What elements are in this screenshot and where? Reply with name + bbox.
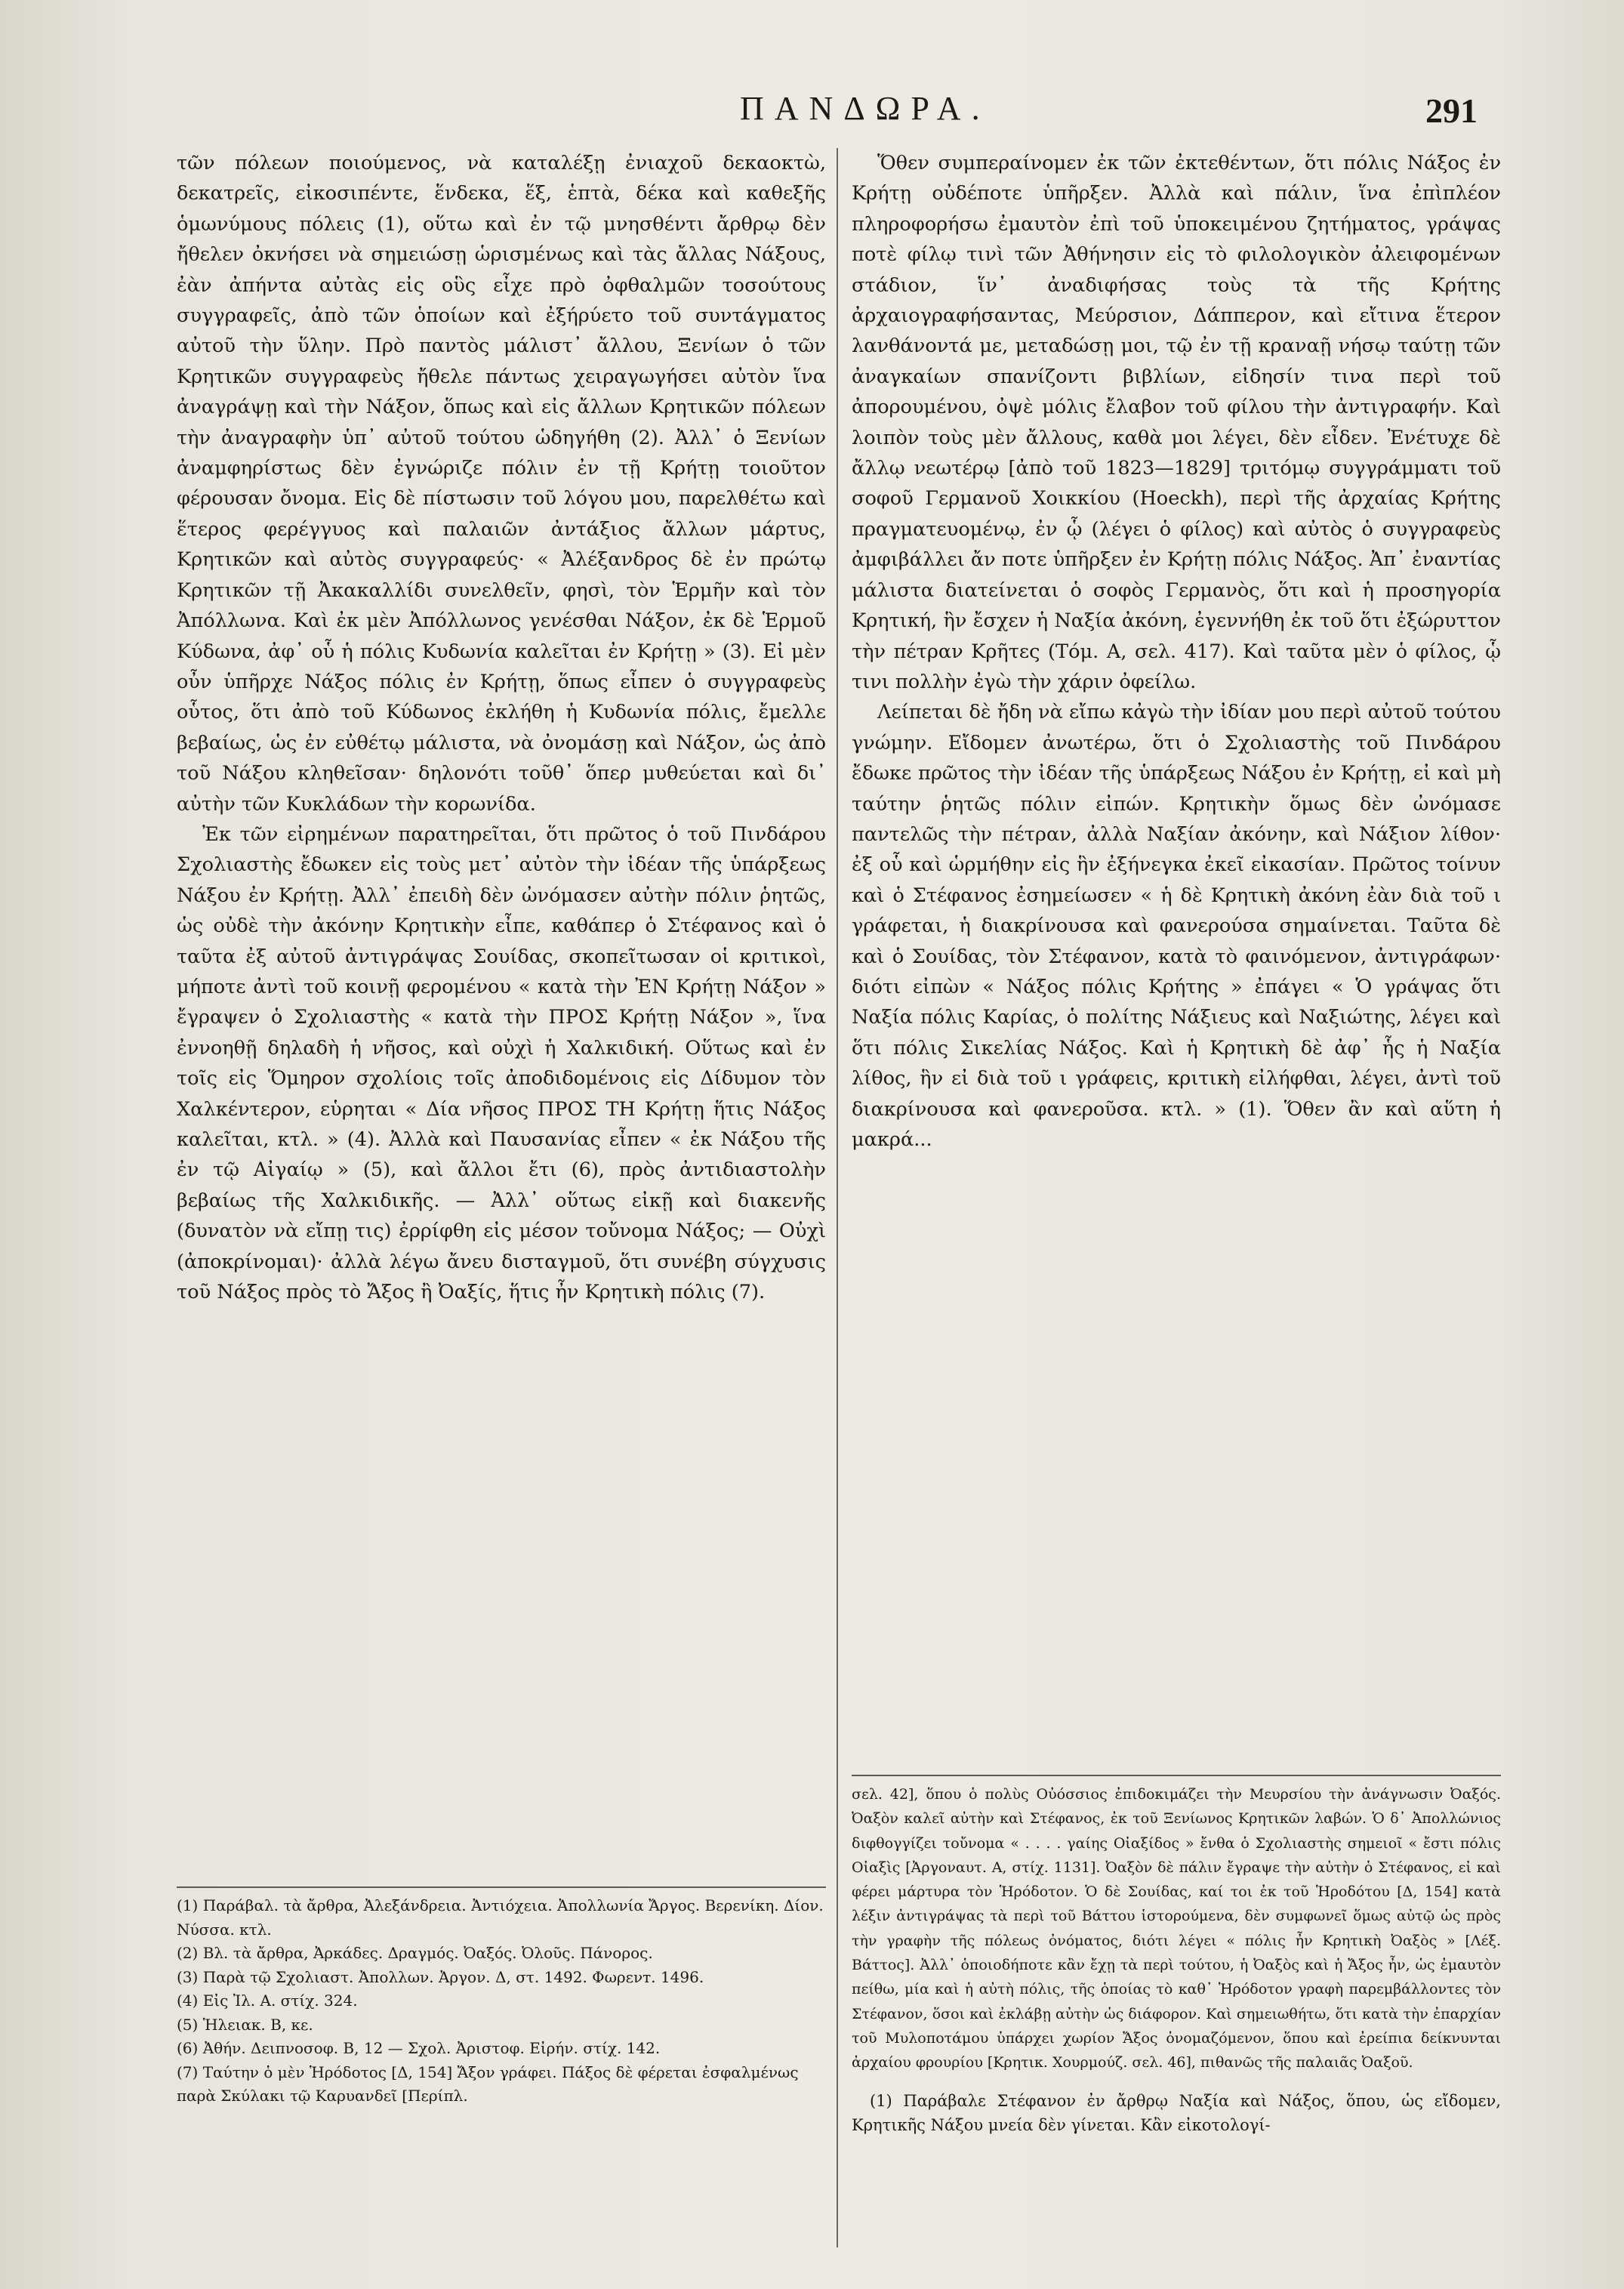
left-footnotes	[177, 1894, 826, 2109]
right-footnote-rule	[852, 1775, 1501, 1776]
footnote-2: (2) Βλ. τὰ ἄρθρα, Ἀρκάδες. Δραγμός. Ὀαξός. Ὀλοῦς. Πάνορος.	[177, 1944, 653, 1962]
footnote-1: (1) Παράβαλ. τὰ ἄρθρα, Ἀλεξάνδρεια. Ἀντιόχεια. Ἀπολλωνία Ἄργος. Βερενίκη. Δίον. Νύσσα. κτλ.	[177, 1896, 824, 1939]
footnote-4: (4) Εἰς Ἰλ. Α. στίχ. 324.	[177, 1991, 358, 2010]
right-paragraph-1: Ὅθεν συμπεραίνομεν ἐκ τῶν ἐκτεθέντων, ὅτι πόλις Νάξος ἐν Κρήτῃ οὐδέποτε ὑπῆρξεν. Ἀλλὰ καὶ πάλιν, ἵνα ἐπὶπλέον πληροφορήσω ἐμαυτὸν ἐπὶ τοῦ ὑποκειμένου ζητήματος, γράψας ποτὲ φίλῳ τινὶ τῶν Ἀθήνησιν εἰς τὸ φιλολογικὸν ἀλειφομένων στάδιον, ἵν᾽ ἀναδιφήσας τοὺς τὰ τῆς Κρήτης ἀρχαιογραφήσαντας, Μεύρσιον, Δάππερον, καὶ εἴτινα ἕτερον λανθάνοντά με, μεταδώσῃ μοι, τῷ ἐν τῇ κραναῇ νήσῳ ταύτῃ τῶν ἀναγκαίων σπανίζοντι βιβλίων, εἰδησίν τινα περὶ τοῦ ἀπορουμένου, ὀψὲ μόλις ἔλαβον τοῦ φίλου τὴν ἀντιγραφήν. Καὶ λοιπὸν τοὺς μὲν ἄλλους, καθὰ μοι λέγει, δὲν εἶδεν. Ἐνέτυχε δὲ ἄλλῳ νεωτέρῳ [ἀπὸ τοῦ 1823—1829] τριτόμῳ συγγράμματι τοῦ σοφοῦ Γερμανοῦ Χοικκίου (Hoeckh), περὶ τῆς ἀρχαίας Κρήτης πραγματευομένῳ, ἐν ᾧ (λέγει ὁ φίλος) καὶ αὐτὸς ὁ συγγραφεὺς ἀμφιβάλλει ἄν ποτε ὑπῆρξεν ἐν Κρήτῃ πόλις Νάξος. Ἀπ᾽ ἐναντίας μάλιστα διατείνεται ὁ σοφὸς Γερμανὸς, ὅτι καὶ ἡ προσηγορία Κρητική, ἣν ἔσχεν ἡ Ναξία ἀκόνη, ἐγεννήθη ἐκ τοῦ ὅτι ἐξώρυττον τὴν πέτραν Κρῆτες (Τόμ. Α, σελ. 417). Καὶ ταῦτα μὲν ὁ φίλος, ᾧ τινι πολλὴν ἐγὼ τὴν χάριν ὀφείλω.	[852, 152, 1501, 693]
footnote-3: (3) Παρὰ τῷ Σχολιαστ. Ἀπολλων. Ἀργον. Δ, στ. 1492. Φωρενт. 1496.	[177, 1967, 704, 1986]
running-title: ΠΑΝΔΩΡΑ.	[740, 90, 991, 127]
footnote-continuation: σελ. 42], ὅπου ὁ πολὺς Οὐόσσιος ἐπιδοκιμάζει τὴν Μευρσίου τὴν ἀνάγνωσιν Ὀαξός. Ὀαξὸν καλεῖ αὐτὴν καὶ Στέφανος, ἐκ τοῦ Ξενίωνος Κρητικῶν λαβών. Ὁ δ᾽ Ἀπολλώνιος διφθογγίζει τοὔνομα « . . . . γαίης Οἰαξίδος » ἔνθα ὁ Σχολιαστὴς σημειοῖ « ἔστι πόλις Οἰαξὶς [Ἀργοναυτ. Α, στίχ. 1131]. Ὀαξὸν δὲ πάλιν ἔγραψε τὴν αὐτὴν ὁ Στέφανος, εἰ καὶ φέρει μάρτυρα τὸν Ἡρόδοτον. Ὁ δὲ Σουίδας, καί τοι ἐκ τοῦ Ἡροδότου [Δ, 154] κατὰ λέξιν ἀντιγράψας τὰ περὶ τοῦ Βάττου ἱστορούμενα, δὲν συμφωνεῖ ὅμως αὐτῷ ὡς πρὸς τὴν γραφὴν τῆς πόλεως ὀνόματος, διότι λέγει « πόλις ἦν Κρητικὴ Ὀαξὸς » [Λέξ. Βάττος]. Ἀλλ᾽ ὁποιοδήποτε κἂν ἔχῃ τὰ περὶ τούτου, ἡ Ὀαξὸς καὶ ἡ Ἄξος ἦν, ὡς ἐμαυτὸν πείθω, μία καὶ ἡ αὐτὴ πόλις, τῆς ὁποίας τὸ καθ᾽ Ἡρόδοτον γραφὴ παρεμβάλλοντες τὸν Στέφανον, ὅσοι καὶ ἐκλάβῃ αὐτὴν ὡς διάφορον. Καὶ σημειωθήτω, ὅτι κατὰ τὴν ἐπαρχίαν τοῦ Μυλοποτάμου ὑπάρχει χωρίον Ἄξος ὀνομαζόμενον, ὅπου καὶ ἐρείπια δείκνυνται ἀρχαίου φρουρίου [Κρητικ. Χουρμούζ. σελ. 46], πιθανῶς τῆς παλαιᾶς Ὀαξοῦ.	[852, 1786, 1501, 2072]
footnote-7: (7) Ταύτην ὁ μὲν Ἡρόδοτος [Δ, 154] Ἄξον γράφει. Πάξος δὲ φέρεται ἐσφαλμένως παρὰ Σκύλακι τῷ Καρυανδεῖ [Περίπλ.	[177, 2062, 799, 2105]
left-paragraph-1: τῶν πόλεων ποιούμενος, νὰ καταλέξῃ ἐνιαχοῦ δεκαοκτὼ, δεκατρεῖς, εἰκοσιπέντε, ἕνδεκα, ἕξ, ἑπτὰ, δέκα καὶ καθεξῆς ὁμωνύμους πόλεις (1), οὕτω καὶ ἐν τῷ μνησθέντι ἄρθρῳ δὲν ἤθελεν ὀκνήσει νὰ σημειώσῃ ὡρισμένως καὶ τὰς ἄλλας Νάξους, ἐὰν ἀπήντα αὐτὰς εἰς οὓς εἶχε πρὸ ὀφθαλμῶν τοσούτους συγγραφεῖς, ἀπὸ τῶν ὁποίων καὶ ἐξήρύετο τοῦ συντάγματος αὐτοῦ τὴν ὕλην. Πρὸ παντὸς μάλιστ᾽ ἄλλου, Ξενίων ὁ τῶν Κρητικῶν συγγραφεὺς ἤθελε πάντως χειραγωγήσει αὐτὸν ἵνα ἀναγράψῃ καὶ τὴν Νάξον, ὅπως καὶ εἰς ἄλλων Κρητικῶν πόλεων τὴν ἀναγραφὴν ὑπ᾽ αὐτοῦ τούτου ὡδηγήθη (2). Ἀλλ᾽ ὁ Ξενίων ἀναμφηρίστως δὲν ἐγνώριζε πόλιν ἐν τῇ Κρήτῃ τοιοῦτον φέρουσαν ὄνομα. Εἰς δὲ πίστωσιν τοῦ λόγου μου, παρελθέτω καὶ ἕτερος φερέγγυος καὶ παλαιῶν ἀντάξιος ἄλλων μάρτυς, Κρητικῶν καὶ αὐτὸς συγγραφεύς· « Ἀλέξανδρος δὲ ἐν πρώτῳ Κρητικῶν τῇ Ἀκακαλλίδι συνελθεῖν, φησὶ, τὸν Ἑρμῆν καὶ τὸν Ἀπόλλωνα. Καὶ ἐκ μὲν Ἀπόλλωνος γενέσθαι Νάξον, ἐκ δὲ Ἑρμοῦ Κύδωνα, ἀφ᾽ οὗ ἡ πόλις Κυδωνία καλεῖται ἐν Κρήτῃ » (3). Εἰ μὲν οὖν ὑπῆρχε Νάξος πόλις ἐν Κρήτῃ, ὅπως εἶπεν ὁ συγγραφεὺς οὗτος, ὅτι ἀπὸ τοῦ Κύδωνος ἐκλήθη ἡ Κυδωνία πόλις, ἔμελλε βεβαίως, ὡς ἐν εὐθέτῳ μάλιστα, νὰ ὀνομάσῃ καὶ Νάξον, ὡς ἀπὸ τοῦ Νάξου κληθεῖσαν· δηλονότι τοῦθ᾽ ὅπερ μυθεύεται καὶ δι᾽ αὐτὴν τῶν Κυκλάδων τὴν κορωνίδα.	[177, 152, 826, 816]
left-paragraph-2: Ἐκ τῶν εἰρημένων παρατηρεῖται, ὅτι πρῶτος ὁ τοῦ Πινδάρου Σχολιαστὴς ἔδωκεν εἰς τοὺς μετ᾽ αὐτὸν τὴν ἰδέαν τῆς ὑπάρξεως Νάξου ἐν Κρήτῃ. Ἀλλ᾽ ἐπειδὴ δὲν ὠνόμασεν αὐτὴν πόλιν ῥητῶς, ὡς οὐδὲ τὴν ἀκόνην Κρητικὴν εἶπε, καθάπερ ὁ Στέφανος καὶ ὁ ταῦτα ἐξ αὐτοῦ ἀντιγράψας Σουίδας, σκοπεῖτωσαν οἱ κριτικοὶ, μήποτε ἀντὶ τοῦ κοινῇ φερομένου « κατὰ τὴν ἘΝ Κρήτῃ Νάξον » ἔγραψεν ὁ Σχολιαστὴς « κατὰ τὴν ΠΡΟΣ Κρήτῃ Νάξον », ἵνα ἐννοηθῇ δηλαδὴ ἡ νῆσος, καὶ οὐχὶ ἡ Χαλκιδική. Οὕτως καὶ ἐν τοῖς εἰς Ὅμηρον σχολίοις τοῖς ἀποδιδομένοις εἰς Δίδυμον τὸν Χαλκέντερον, εὑρηται « Δία νῆσος ΠΡΟΣ ΤΗ Κρήτῃ ἥτις Νάξος καλεῖται, κτλ. » (4). Ἀλλὰ καὶ Παυσανίας εἶπεν « ἐκ Νάξου τῆς ἐν τῷ Αἰγαίῳ » (5), καὶ ἄλλοι ἔτι (6), πρὸς ἀντιδιαστολὴν βεβαίως τῆς Χαλκιδικῆς. — Ἀλλ᾽ οὕτως εἰκῇ καὶ διακενῆς (δυνατὸν νὰ εἴπῃ τις) ἐρρίφθη εἰς μέσον τοὔνομα Νάξος; — Οὐχὶ (ἀποκρίνομαι)· ἀλλὰ λέγω ἄνευ δισταγμοῦ, ὅτι συνέβη σύγχυσις τοῦ Νάξος πρὸς τὸ Ἄξος ἢ Ὀαξίς, ἥτις ἦν Κρητικὴ πόλις (7).	[177, 822, 826, 1304]
running-head	[0, 89, 1624, 134]
left-footnote-rule	[177, 1886, 826, 1888]
footnote-6: (6) Ἀθήν. Δειπνοσοφ. Β, 12 — Σχολ. Ἀριστοφ. Εἰρήν. στίχ. 142.	[177, 2039, 661, 2057]
footnote-5: (5) Ἡλειακ. Β, κε.	[177, 2015, 313, 2034]
right-footnote-1: (1) Παράβαλε Στέφανον ἐν ἄρθρῳ Ναξία καὶ Νάξος, ὅπου, ὡς εἴδομεν, Κρητικῆς Νάξου μνεία δὲν γίνεται. Κἂν εἰκοτολογί-	[852, 2091, 1501, 2134]
right-column	[852, 148, 1501, 1155]
page-number: 291	[1425, 91, 1478, 130]
right-paragraph-2: Λείπεται δὲ ἤδη νὰ εἴπω κἀγὼ τὴν ἰδίαν μου περὶ αὐτοῦ τούτου γνώμην. Εἴδομεν ἀνωτέρω, ὅτι ὁ Σχολιαστὴς τοῦ Πινδάρου ἔδωκε πρῶτος τὴν ἰδέαν τῆς ὑπάρξεως Νάξου ἐν Κρήτῃ, εἰ καὶ μὴ ταύτην ῥητῶς πόλιν εἰπών. Κρητικὴν ὅμως δὲν ὠνόμασε παντελῶς τὴν πέτραν, ἀλλὰ Ναξίαν ἀκόνην, καὶ Νάξιον λίθον· ἐξ οὗ καὶ ὡρμήθην εἰς ἣν ἐξήνεγκα ἐκεῖ εἰκασίαν. Πρῶτος τοίνυν καὶ ὁ Στέφανος ἐσημείωσεν « ἡ δὲ Κρητικὴ ἀκόνη ἐὰν διὰ τοῦ ι γράφεται, ἡ διακρίνουσα καὶ φανερούσα σημαίνεται. Ταῦτα δὲ καὶ ὁ Σουίδας, τὸν Στέφανον, κατὰ τὸ φαινόμενον, ἀντιγράφων· διότι εἰπὼν « Νάξος πόλις Κρήτης » ἐπάγει « Ὁ γράψας ὅτι Ναξία πόλις Καρίας, ὁ πολίτης Νάξιευς καὶ Ναξιώτης, λέγει καὶ ὅτι πόλις Σικελίας Νάξος. Καὶ ἡ Κρητικὴ δὲ ἀφ᾽ ἧς ἡ Ναξία λίθος, ἣν εἰ διὰ τοῦ ι γράφεις, κριτικὴ εἰλήφθαι, λέγει, ἀντὶ τοῦ διακρίνουσα καὶ φανεροῦσα. κτλ. » (1). Ὅθεν ἂν καὶ αὕτη ἡ μακρά...	[852, 701, 1501, 1151]
left-column	[177, 148, 826, 1307]
column-divider	[837, 148, 838, 2247]
right-footnotes	[852, 1782, 1501, 2137]
